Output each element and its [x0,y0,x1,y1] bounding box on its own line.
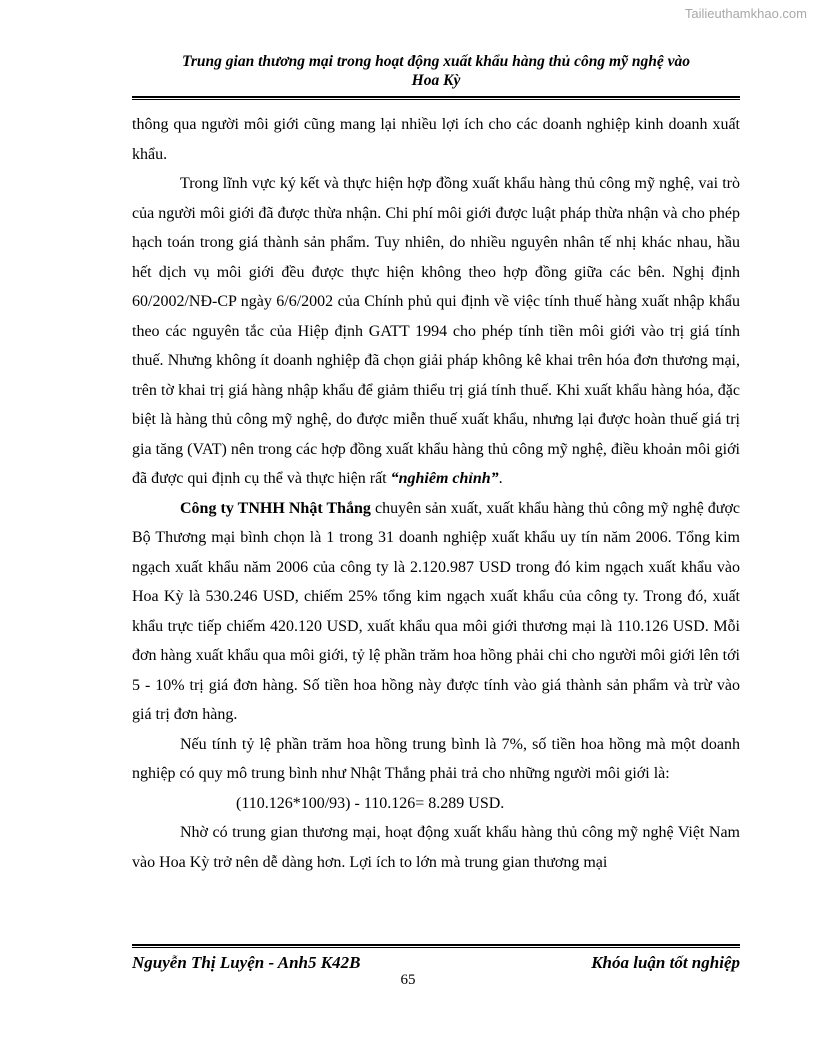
header-title-line-1: Trung gian thương mại trong hoạt động xuất khẩu hàng thủ công mỹ nghệ vào [181,53,690,70]
footer-author: Nguyễn Thị Luyện - Anh5 K42B [132,953,361,972]
page-number: 65 [400,972,416,988]
paragraph-2-text: Trong lĩnh vực ký kết và thực hiện hợp đồng xuất khẩu hàng thủ công mỹ nghệ, vai trò của người môi giới đã được thừa nhận. Chi phí môi giới được luật pháp thừa nhận và cho phép hạch toán trong giá thành sản phẩm. Tuy nhiên, do nhiều nguyên nhân tế nhị khác nhau, hầu hết dịch vụ môi giới đều được thực hiện không theo hợp đồng giữa các bên. Nghị định 60/2002/NĐ-CP ngày 6/6/2002 của Chính phủ qui định về việc tính thuế hàng xuất nhập khẩu theo các nguyên tắc của Hiệp định GATT 1994 cho phép tính tiền môi giới vào trị giá tính thuế. Nhưng không ít doanh nghiệp đã chọn giải pháp không kê khai trên hóa đơn thương mại, trên tờ khai trị giá hàng nhập khẩu để giảm thiểu trị giá tính thuế. Khi xuất khẩu hàng hóa, đặc biệt là hàng thủ công mỹ nghệ, do được miễn thuế xuất khẩu, nhưng lại được hoàn thuế giá trị gia tăng (VAT) nên trong các hợp đồng xuất khẩu hàng thủ công mỹ nghệ, điều khoản môi giới đã được qui định cụ thể và thực hiện rất [132,175,740,487]
document-body [132,110,740,877]
emphasis-nghiem-chinh: “nghiêm chỉnh” [390,470,499,487]
formula: (110.126*100/93) - 110.126= 8.289 USD. [236,794,505,812]
header-rule [132,96,740,100]
paragraph-1: thông qua người môi giới cũng mang lại nhiều lợi ích cho các doanh nghiệp kinh doanh xuất khẩu. [132,116,740,163]
company-name: Công ty TNHH Nhật Thắng [180,499,371,517]
watermark: Tailieuthamkhao.com [684,6,807,21]
page-header [132,52,740,90]
footer-rule [132,944,740,948]
paragraph-4: Nếu tính tỷ lệ phần trăm hoa hồng trung bình là 7%, số tiền hoa hồng mà một doanh nghiệp có quy mô trung bình như Nhật Thắng phải trả cho những người môi giới là: [132,735,740,782]
paragraph-3 [132,494,740,730]
footer-doc-type: Khóa luận tốt nghiệp [591,953,740,972]
paragraph-5: Nhờ có trung gian thương mại, hoạt động xuất khẩu hàng thủ công mỹ nghệ Việt Nam vào Hoa Kỳ trở nên dễ dàng hơn. Lợi ích to lớn mà trung gian thương mại [132,824,740,871]
paragraph-2-end: . [498,470,503,487]
header-title-line-2: Hoa Kỳ [411,72,461,89]
paragraph-3-text: chuyên sản xuất, xuất khẩu hàng thủ công mỹ nghệ được Bộ Thương mại bình chọn là 1 trong 31 doanh nghiệp xuất khẩu uy tín năm 2006. Tổng kim ngạch xuất khẩu năm 2006 của công ty là 2.120.987 USD trong đó kim ngạch xuất khẩu vào Hoa Kỳ là 530.246 USD, chiếm 25% tổng kim ngạch xuất khẩu của công ty. Trong đó, xuất khẩu trực tiếp chiếm 420.120 USD, xuất khẩu qua môi giới thương mại là 110.126 USD. Mỗi đơn hàng xuất khẩu qua môi giới, tỷ lệ phần trăm hoa hồng phải chi cho người môi giới lên tới 5 - 10% trị giá đơn hàng. Số tiền hoa hồng này được tính vào giá thành sản phẩm và trừ vào giá trị đơn hàng. [132,499,741,723]
paragraph-2 [132,169,740,494]
